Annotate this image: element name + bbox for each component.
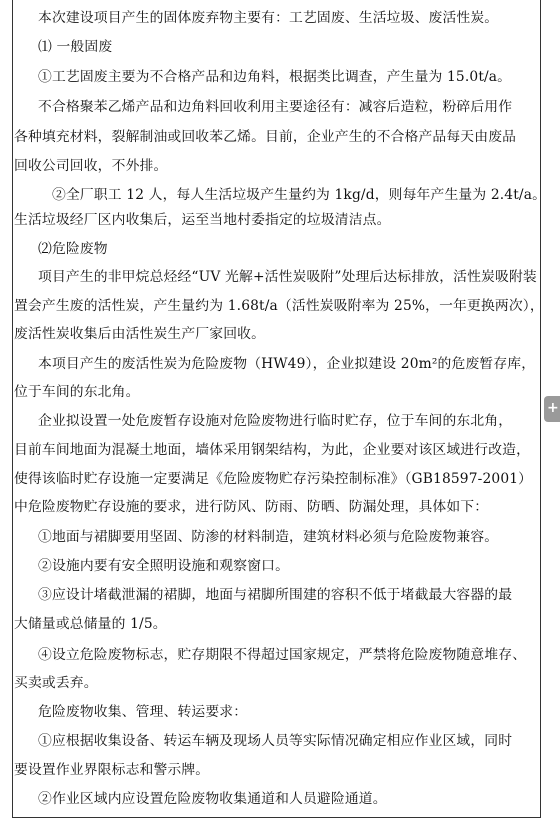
paragraph-4-cont: 各种填充材料，裂解制油或回收苯乙烯。目前，企业产生的不合格产品每天由废品 <box>14 129 517 145</box>
plus-icon: + <box>547 400 559 416</box>
requirement-3: ③应设计堵截泄漏的裙脚，地面与裙脚所围建的容积不低于堵截最大容器的最 <box>38 587 513 603</box>
paragraph-6: 项目产生的非甲烷总烃经“UV 光解+活性炭吸附”处理后达标排放，活性炭吸附装 <box>38 269 537 285</box>
heading-hazardous-waste: ⑵危险废物 <box>38 241 108 257</box>
requirement-3-end: 大储量或总储量的 1/5。 <box>14 616 167 632</box>
paragraph-3: ①工艺固废主要为不合格产品和边角料，根据类比调查，产生量为 15.0t/a。 <box>38 69 512 85</box>
transport-requirement-1: ①应根据收集设备、转运车辆及现场人员等实际情况确定相应作业区域，同时 <box>38 733 513 749</box>
transport-heading: 危险废物收集、管理、转运要求： <box>38 704 248 720</box>
side-expand-button[interactable] <box>544 396 560 422</box>
paragraph-7-end: 位于车间的东北角。 <box>14 384 140 400</box>
requirement-4: ④设立危险废物标志，贮存期限不得超过国家规定，严禁将危险废物随意堆存、 <box>38 647 527 663</box>
paragraph-8-cont-2: 使得该临时贮存设施一定要满足《危险废物贮存污染控制标准》（GB18597-2001） <box>14 471 533 487</box>
heading-general-waste: ⑴ 一般固废 <box>38 39 113 55</box>
paragraph-8-cont-1: 目前车间地面为混凝土地面，墙体采用钢架结构，为此，企业要对该区域进行改造， <box>14 442 531 458</box>
paragraph-8-end: 中危险废物贮存设施的要求，进行防风、防雨、防晒、防漏处理，具体如下： <box>14 499 489 515</box>
document-table-cell <box>12 0 541 818</box>
paragraph-1: 本次建设项目产生的固体废弃物主要有：工艺固废、生活垃圾、废活性炭。 <box>38 10 499 26</box>
paragraph-5-cont: 生活垃圾经厂区内收集后，运至当地村委指定的垃圾清洁点。 <box>14 212 391 228</box>
paragraph-4: 不合格聚苯乙烯产品和边角料回收利用主要途径有：减容后造粒，粉碎后用作 <box>38 99 513 115</box>
transport-requirement-1-end: 要设置作业界限标志和警示牌。 <box>14 762 210 778</box>
paragraph-8: 企业拟设置一处危废暂存设施对危险废物进行临时贮存，位于车间的东北角， <box>38 413 513 429</box>
requirement-1: ①地面与裙脚要用坚固、防渗的材料制造，建筑材料必须与危险废物兼容。 <box>38 529 499 545</box>
paragraph-4-end: 回收公司回收，不外排。 <box>14 158 168 174</box>
transport-requirement-2: ②作业区域内应设置危险废物收集通道和人员避险通道。 <box>38 791 387 807</box>
paragraph-5: ②全厂职工 12 人，每人生活垃圾产生量约为 1kg/d，则每年产生量为 2.4t/a。 <box>52 187 547 203</box>
paragraph-7: 本项目产生的废活性炭为危险废物（HW49），企业拟建设 20m²的危废暂存库， <box>38 356 536 372</box>
requirement-2: ②设施内要有安全照明设施和观察窗口。 <box>38 558 290 574</box>
paragraph-6-cont: 置会产生废的活性炭，产生量约为 1.68t/a（活性炭吸附率为 25%，一年更换两次）， <box>14 298 544 314</box>
paragraph-6-end: 废活性炭收集后由活性炭生产厂家回收。 <box>14 326 266 342</box>
requirement-4-end: 买卖或丢弃。 <box>14 675 98 691</box>
